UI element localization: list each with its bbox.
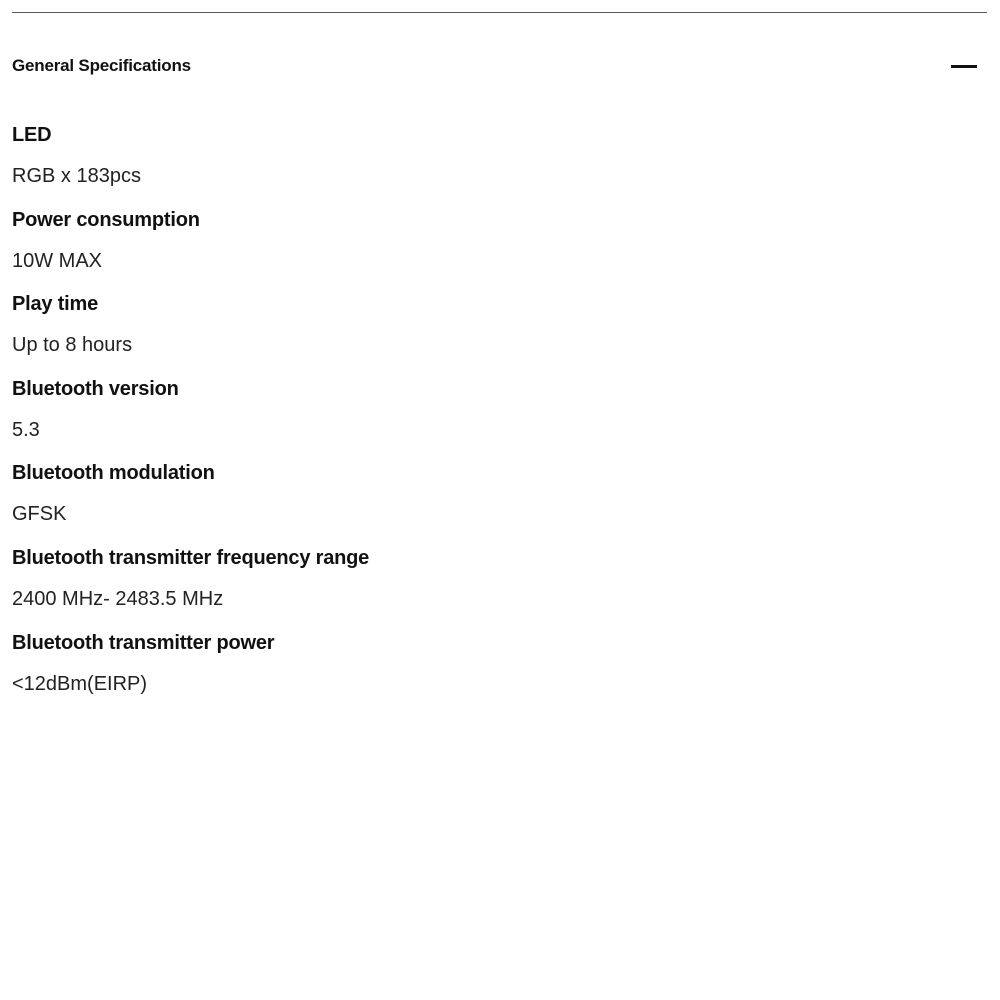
spec-item-led bbox=[12, 118, 987, 203]
spec-label: Power consumption bbox=[12, 208, 200, 231]
spec-list bbox=[12, 118, 987, 710]
spec-value: Up to 8 hours bbox=[12, 334, 133, 357]
top-divider bbox=[12, 12, 987, 13]
spec-label: Bluetooth modulation bbox=[12, 462, 215, 485]
spec-label: Bluetooth transmitter power bbox=[12, 631, 275, 654]
collapse-toggle-button[interactable] bbox=[951, 56, 977, 76]
spec-value: 10W MAX bbox=[12, 249, 103, 272]
spec-value: RGB x 183pcs bbox=[12, 165, 141, 187]
spec-value: 2400 MHz- 2483.5 MHz bbox=[12, 587, 224, 610]
spec-label: Play time bbox=[12, 293, 99, 316]
spec-value: 5.3 bbox=[12, 418, 40, 441]
spec-item-power-consumption bbox=[12, 203, 987, 288]
spec-value: <12dBm(EIRP) bbox=[12, 672, 148, 695]
spec-item-play-time bbox=[12, 287, 987, 372]
spec-label: Bluetooth transmitter frequency range bbox=[12, 546, 370, 569]
spec-label: Bluetooth version bbox=[12, 377, 179, 400]
spec-item-bluetooth-frequency-range bbox=[12, 541, 987, 626]
spec-item-bluetooth-transmitter-power bbox=[12, 626, 987, 711]
accordion-header-general-specifications[interactable] bbox=[12, 50, 987, 82]
accordion-title: General Specifications bbox=[12, 56, 191, 75]
spec-value: GFSK bbox=[12, 503, 67, 526]
spec-label: LED bbox=[12, 124, 52, 146]
minus-icon bbox=[951, 65, 977, 68]
spec-item-bluetooth-version bbox=[12, 372, 987, 457]
spec-item-bluetooth-modulation bbox=[12, 456, 987, 541]
